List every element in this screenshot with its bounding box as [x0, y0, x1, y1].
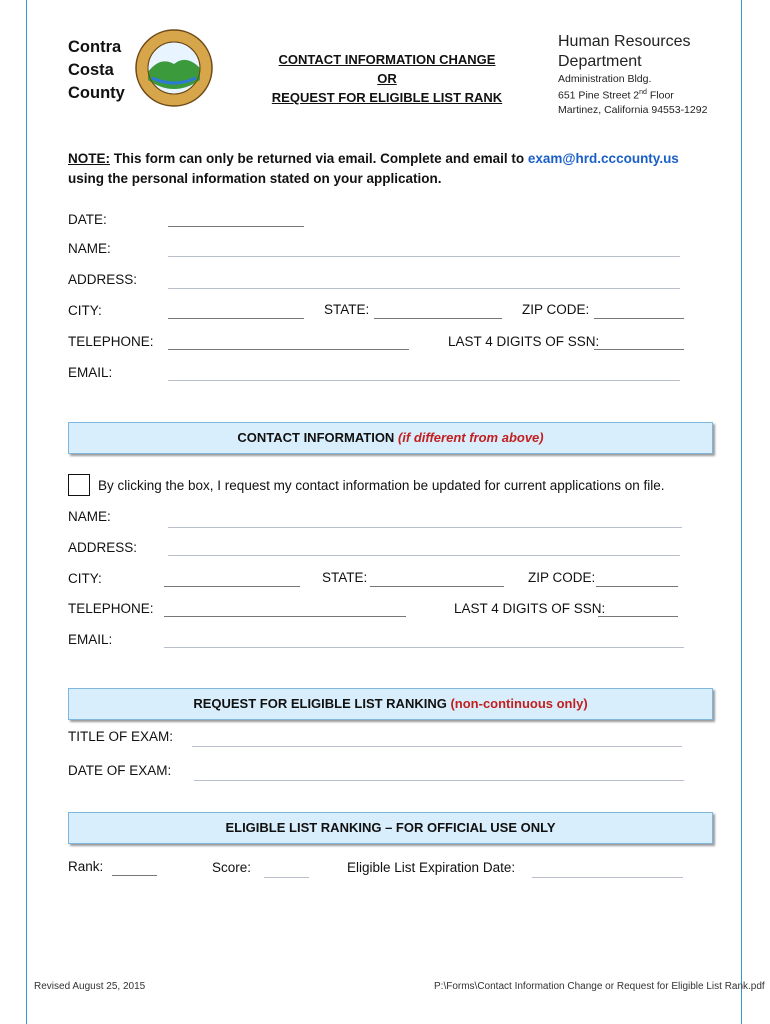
county-seal [134, 28, 214, 108]
exam-title-label: TITLE OF EXAM: [68, 729, 174, 744]
revision-date: Revised August 25, 2015 [34, 981, 146, 992]
contact-telephone-label: TELEPHONE: [68, 601, 154, 616]
email-link[interactable]: exam@hrd.cccounty.us [527, 151, 679, 166]
expiration-field[interactable] [532, 877, 683, 878]
city-label: CITY: [68, 303, 102, 318]
contact-city-label: CITY: [68, 571, 102, 586]
contact-ssn-label: LAST 4 DIGITS OF SSN: [454, 601, 606, 616]
email-note: NOTE: This form can only be returned via email. Complete and email to exam@hrd.cccounty.us using the personal information stated on your application. [68, 151, 679, 186]
expiration-label: Eligible List Expiration Date: [347, 860, 516, 875]
telephone-label: TELEPHONE: [68, 334, 154, 349]
ssn-label: LAST 4 DIGITS OF SSN: [448, 334, 600, 349]
contact-city-field[interactable] [164, 586, 300, 587]
contact-email-label: EMAIL: [68, 632, 113, 647]
rank-field[interactable] [112, 875, 157, 876]
page-border-right [741, 0, 742, 1024]
zip-field[interactable] [594, 318, 684, 319]
contact-state-field[interactable] [370, 586, 504, 587]
date-field[interactable] [168, 226, 304, 227]
name-field[interactable] [168, 256, 680, 257]
email-field[interactable] [168, 380, 680, 381]
checkbox-label: By clicking the box, I request my contact information be updated for current applications on file. [98, 478, 665, 493]
page-border-left [26, 0, 27, 1024]
zip-label: ZIP CODE: [522, 302, 590, 317]
contact-name-label: NAME: [68, 509, 111, 524]
official-use-header: ELIGIBLE LIST RANKING – FOR OFFICIAL USE ONLY [68, 812, 713, 844]
rank-label: Rank: [68, 859, 104, 874]
telephone-field[interactable] [168, 349, 409, 350]
state-field[interactable] [374, 318, 502, 319]
city-field[interactable] [168, 318, 304, 319]
state-label: STATE: [324, 302, 370, 317]
exam-date-field[interactable] [194, 780, 684, 781]
county-name: Contra Costa County [68, 38, 125, 102]
file-path: P:\Forms\Contact Information Change or Request for Eligible List Rank.pdf [434, 981, 765, 992]
contact-email-field[interactable] [164, 647, 684, 648]
ssn-field[interactable] [594, 349, 684, 350]
contact-ssn-field[interactable] [598, 616, 678, 617]
score-field[interactable] [264, 877, 309, 878]
exam-date-label: DATE OF EXAM: [68, 763, 172, 778]
contact-information-header: CONTACT INFORMATION (if different from above) [68, 422, 713, 454]
address-label: ADDRESS: [68, 272, 138, 287]
contact-zip-field[interactable] [596, 586, 678, 587]
contact-address-label: ADDRESS: [68, 540, 138, 555]
email-label: EMAIL: [68, 365, 113, 380]
update-contact-checkbox[interactable] [68, 474, 90, 496]
contact-state-label: STATE: [322, 570, 368, 585]
contact-name-field[interactable] [168, 527, 682, 528]
contact-address-field[interactable] [168, 555, 680, 556]
score-label: Score: [212, 860, 252, 875]
address-field[interactable] [168, 288, 680, 289]
form-title: CONTACT INFORMATION CHANGE OR REQUEST FOR ELIGIBLE LIST RANK [271, 52, 503, 105]
department-block: Human Resources Department Administration Bldg. 651 Pine Street 2nd Floor Martinez, California 94553-1292 [558, 33, 708, 116]
date-label: DATE: [68, 212, 107, 227]
name-label: NAME: [68, 241, 111, 256]
ranking-request-header: REQUEST FOR ELIGIBLE LIST RANKING (non-continuous only) [68, 688, 713, 720]
contact-telephone-field[interactable] [164, 616, 406, 617]
exam-title-field[interactable] [192, 746, 682, 747]
contact-zip-label: ZIP CODE: [528, 570, 596, 585]
